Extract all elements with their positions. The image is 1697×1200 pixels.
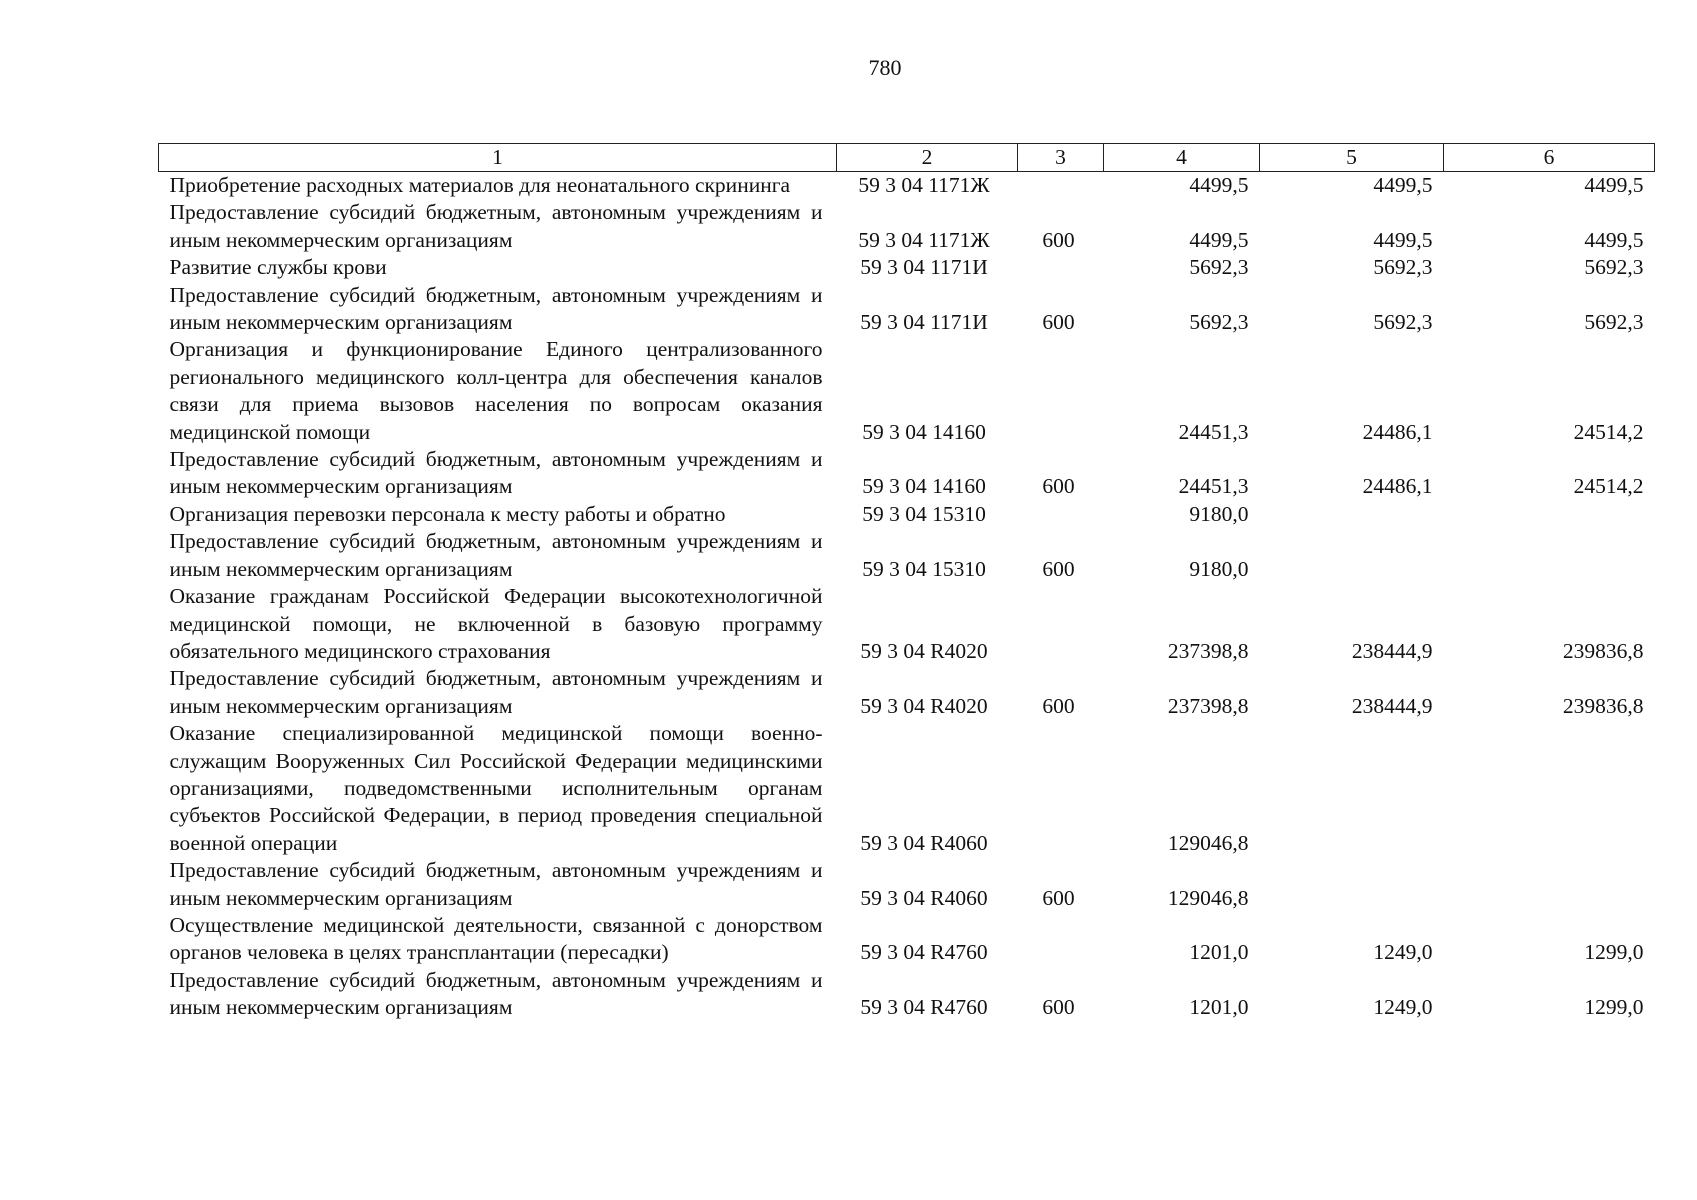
header-col-5: 5 (1260, 144, 1444, 172)
row-expense-type (1018, 720, 1104, 857)
row-expense-type (1018, 336, 1104, 446)
row-name: Предоставление субсидий бюджетным, автономным учреждениям и иным некоммерческим организациям (169, 282, 823, 335)
table-row (159, 912, 1655, 967)
table-row (159, 172, 1655, 200)
row-value-col4: 24451,3 (1178, 419, 1249, 444)
row-value-col4: 129046,8 (1167, 885, 1249, 910)
row-expense-type (1018, 583, 1104, 665)
row-code: 59 3 04 1171Ж (858, 173, 990, 197)
row-code: 59 3 04 R4060 (860, 830, 988, 855)
table-row (159, 282, 1655, 337)
row-code: 59 3 04 R4760 (860, 995, 988, 1020)
table-row (159, 665, 1655, 720)
row-value-col4: 237398,8 (1167, 638, 1249, 663)
table-row (159, 254, 1655, 281)
row-expense-type (1018, 254, 1104, 281)
row-value-col5: 4499,5 (1373, 173, 1433, 197)
row-expense-type: 600 (1042, 310, 1075, 335)
row-value-col5: 4499,5 (1373, 227, 1433, 252)
row-value-col6: 4499,5 (1584, 227, 1644, 252)
header-col-6: 6 (1444, 144, 1655, 172)
row-value-col4: 1201,0 (1189, 940, 1249, 965)
row-name: Предоставление субсидий бюджетным, автономным учреждениям и иным некоммерческим организациям (169, 529, 823, 581)
table-header (159, 144, 1655, 172)
row-code: 59 3 04 14160 (862, 419, 986, 444)
row-expense-type (1018, 172, 1104, 200)
row-code: 59 3 04 14160 (862, 474, 986, 499)
table-row (159, 857, 1655, 912)
row-value-col5 (1260, 528, 1444, 583)
row-name: Оказание гражданам Российской Федерации высокотехнологичной медицинской помощи, не включенной в базовую программу обязательного медицинского страхования (169, 584, 823, 663)
row-value-col4: 1201,0 (1189, 995, 1249, 1020)
table-row (159, 720, 1655, 857)
row-value-col6: 24514,2 (1573, 419, 1644, 444)
row-expense-type: 600 (1042, 556, 1075, 581)
row-expense-type: 600 (1042, 474, 1075, 499)
row-value-col5 (1260, 501, 1444, 528)
row-name: Предоставление субсидий бюджетным, автономным учреждениям и иным некоммерческим организациям (169, 666, 823, 718)
table-row (159, 967, 1655, 1022)
row-value-col4: 5692,3 (1189, 255, 1249, 280)
row-code: 59 3 04 1171И (860, 310, 988, 335)
row-value-col5 (1260, 857, 1444, 912)
row-name: Предоставление субсидий бюджетным, автономным учреждениям и иным некоммерческим организациям (169, 858, 823, 910)
header-col-3: 3 (1018, 144, 1104, 172)
row-value-col4: 5692,3 (1189, 310, 1249, 335)
row-code: 59 3 04 R4020 (860, 693, 988, 718)
row-value-col5: 5692,3 (1373, 310, 1433, 335)
row-value-col6: 24514,2 (1573, 474, 1644, 499)
table-row (159, 583, 1655, 665)
row-code: 59 3 04 R4060 (860, 885, 988, 910)
row-name: Развитие службы крови (169, 255, 387, 280)
table-row (159, 336, 1655, 446)
row-value-col6: 239836,8 (1562, 693, 1644, 718)
row-name: Предоставление субсидий бюджетным, автономным учреждениям и иным некоммерческим организациям (169, 447, 823, 499)
row-value-col6: 1299,0 (1584, 940, 1644, 965)
row-expense-type: 600 (1042, 995, 1075, 1020)
row-code: 59 3 04 R4760 (860, 940, 988, 965)
table-row (159, 528, 1655, 583)
row-code: 59 3 04 R4020 (860, 638, 988, 663)
row-value-col4: 24451,3 (1178, 474, 1249, 499)
row-value-col4: 4499,5 (1189, 173, 1249, 197)
row-value-col4: 129046,8 (1167, 830, 1249, 855)
row-expense-type: 600 (1042, 693, 1075, 718)
row-expense-type: 600 (1042, 885, 1075, 910)
table-row (159, 501, 1655, 528)
header-col-1: 1 (159, 144, 837, 172)
row-value-col5: 238444,9 (1351, 693, 1433, 718)
row-value-col6: 4499,5 (1584, 173, 1644, 197)
row-value-col4: 4499,5 (1189, 227, 1249, 252)
row-code: 59 3 04 1171Ж (858, 227, 990, 252)
row-value-col5: 24486,1 (1362, 419, 1433, 444)
row-value-col6: 5692,3 (1584, 310, 1644, 335)
row-value-col5: 238444,9 (1351, 638, 1433, 663)
row-value-col5: 1249,0 (1373, 995, 1433, 1020)
row-value-col5: 5692,3 (1373, 255, 1433, 280)
row-name: Оказание специализированной медицинской помощи военнослужащим Вооруженных Сил Российской Федерации медицинскими организациями, подведомственными исполнительным органам субъектов Российской Федерации, в период проведения специальной военной операции (169, 721, 823, 855)
row-code: 59 3 04 15310 (862, 556, 986, 581)
row-name: Организация перевозки персонала к месту работы и обратно (169, 501, 726, 526)
row-value-col4: 237398,8 (1167, 693, 1249, 718)
table-row (159, 446, 1655, 501)
row-name: Организация и функционирование Единого централизованного регионального медицинского колл-центра для обеспечения каналов связи для приема вызовов населения по вопросам оказания медицинской помощи (169, 337, 823, 444)
row-value-col4: 9180,0 (1189, 501, 1249, 526)
row-value-col6: 1299,0 (1584, 995, 1644, 1020)
table-body (159, 172, 1655, 1022)
row-name: Предоставление субсидий бюджетным, автономным учреждениям и иным некоммерческим организациям (169, 967, 823, 1020)
row-value-col6: 239836,8 (1562, 638, 1644, 663)
row-name: Предоставление субсидий бюджетным, автономным учреждениям и иным некоммерческим организациям (169, 200, 823, 252)
row-expense-type (1018, 912, 1104, 967)
row-value-col5 (1260, 720, 1444, 857)
budget-table (158, 143, 1655, 1022)
row-value-col4: 9180,0 (1189, 556, 1249, 581)
page-number: 780 (868, 55, 902, 80)
row-code: 59 3 04 15310 (862, 501, 986, 526)
row-value-col6 (1444, 528, 1655, 583)
row-expense-type: 600 (1042, 227, 1075, 252)
row-code: 59 3 04 1171И (860, 255, 988, 280)
row-name: Приобретение расходных материалов для неонатального скрининга (169, 173, 791, 197)
row-expense-type (1018, 501, 1104, 528)
row-value-col5: 24486,1 (1362, 474, 1433, 499)
table-row (159, 199, 1655, 254)
row-value-col5: 1249,0 (1373, 940, 1433, 965)
row-value-col6 (1444, 720, 1655, 857)
header-col-2: 2 (837, 144, 1018, 172)
header-row (159, 144, 1655, 172)
header-col-4: 4 (1104, 144, 1260, 172)
row-value-col6: 5692,3 (1584, 255, 1644, 280)
row-value-col6 (1444, 857, 1655, 912)
row-value-col6 (1444, 501, 1655, 528)
row-name: Осуществление медицинской деятельности, связанной с донорством органов человека в целях трансплантации (пересадки) (169, 912, 823, 965)
